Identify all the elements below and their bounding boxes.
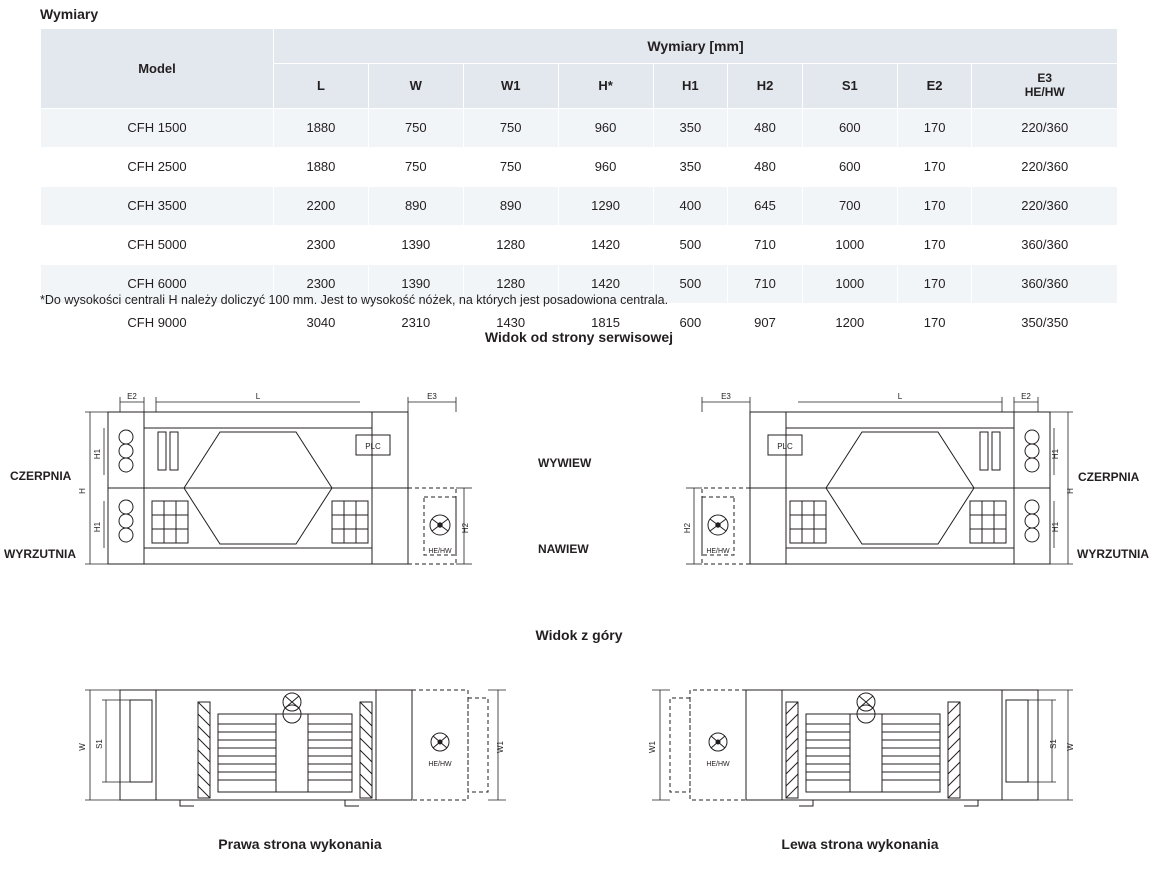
caption-left-execution: Lewa strona wykonania [781, 836, 939, 852]
cell-w: 1390 [368, 264, 463, 303]
cell-w1: 750 [463, 108, 558, 147]
label-czerpnia-right: CZERPNIA [1078, 470, 1140, 484]
cell-e2: 170 [897, 264, 972, 303]
dim-label-w1: W1 [496, 741, 505, 753]
cell-s1: 700 [802, 186, 897, 225]
column-header-e3 [972, 64, 1118, 109]
cell-h: 1420 [558, 225, 653, 264]
cell-e2: 170 [897, 108, 972, 147]
dim-label-e3: E3 [427, 392, 437, 401]
cell-w: 2310 [368, 303, 463, 342]
cell-w1: 1280 [463, 264, 558, 303]
dim-label-l: L [897, 392, 903, 401]
cell-model: CFH 3500 [41, 186, 274, 225]
table-header [41, 29, 1118, 109]
table-footnote: *Do wysokości centrali H należy doliczyć 100 mm. Jest to wysokość nóżek, na których jest posadowiona centrala. [40, 293, 669, 307]
he-hw-label: HE/HW [706, 548, 730, 555]
cell-h: 1815 [558, 303, 653, 342]
dim-label-h: H [78, 488, 87, 494]
cell-h: 960 [558, 147, 653, 186]
cell-e2: 170 [897, 147, 972, 186]
dim-label-s1: S1 [1049, 739, 1058, 749]
cell-model: CFH 6000 [41, 264, 274, 303]
cell-s1: 1000 [802, 264, 897, 303]
cell-s1: 1000 [802, 225, 897, 264]
cell-s1: 1200 [802, 303, 897, 342]
cell-l: 2300 [274, 264, 369, 303]
cell-h1: 500 [653, 225, 728, 264]
column-header-e2: E2 [897, 64, 972, 109]
he-hw-label: HE/HW [428, 761, 452, 768]
dim-label-h1-bottom: H1 [93, 521, 102, 533]
dim-label-e2: E2 [127, 392, 137, 401]
cell-h2: 907 [728, 303, 803, 342]
cell-e2: 170 [897, 186, 972, 225]
column-header-group: Wymiary [mm] [274, 29, 1118, 64]
column-header-h: H* [558, 64, 653, 109]
cell-e3: 360/360 [972, 264, 1118, 303]
cell-h2: 710 [728, 264, 803, 303]
column-header-e3-line2: HE/HW [1024, 84, 1065, 99]
cell-w1: 1280 [463, 225, 558, 264]
top-view-right-drawing [60, 680, 530, 825]
he-hw-label: HE/HW [706, 761, 730, 768]
dim-label-l: L [255, 392, 261, 401]
table-row [41, 186, 1118, 225]
cell-h1: 350 [653, 147, 728, 186]
cell-s1: 600 [802, 147, 897, 186]
cell-w1: 750 [463, 147, 558, 186]
column-header-w: W [368, 64, 463, 109]
dim-label-w1: W1 [648, 741, 657, 753]
cell-w1: 890 [463, 186, 558, 225]
cell-e2: 170 [897, 225, 972, 264]
service-view-title: Widok od strony serwisowej [484, 329, 674, 345]
cell-h: 1420 [558, 264, 653, 303]
column-header-s1: S1 [802, 64, 897, 109]
dim-label-e2: E2 [1021, 392, 1031, 401]
he-hw-label: HE/HW [428, 548, 452, 555]
cell-e3: 220/360 [972, 186, 1118, 225]
cell-e3: 360/360 [972, 225, 1118, 264]
cell-h1: 500 [653, 264, 728, 303]
cell-h2: 480 [728, 108, 803, 147]
cell-model: CFH 1500 [41, 108, 274, 147]
dim-label-s1: S1 [95, 739, 104, 749]
cell-e3: 220/360 [972, 108, 1118, 147]
plc-label: PLC [365, 442, 381, 451]
cell-l: 3040 [274, 303, 369, 342]
service-view-left-drawing [628, 385, 1098, 585]
dim-label-w: W [1066, 743, 1075, 751]
dim-label-h2: H2 [461, 522, 470, 534]
page-title: Wymiary [40, 6, 99, 22]
cell-l: 1880 [274, 147, 369, 186]
service-view-right-drawing [60, 385, 530, 585]
cell-model: CFH 5000 [41, 225, 274, 264]
cell-l: 1880 [274, 108, 369, 147]
dim-label-h2: H2 [683, 522, 692, 534]
column-header-h2: H2 [728, 64, 803, 109]
cell-w: 750 [368, 108, 463, 147]
table-row [41, 147, 1118, 186]
top-view-left-drawing [628, 680, 1098, 825]
dim-label-h: H [1066, 488, 1075, 494]
cell-h1: 600 [653, 303, 728, 342]
label-wyrzutnia-left: WYRZUTNIA [4, 547, 76, 561]
label-czerpnia-left: CZERPNIA [10, 469, 72, 483]
label-wyrzutnia-right: WYRZUTNIA [1077, 547, 1149, 561]
cell-h: 960 [558, 108, 653, 147]
column-header-e3-line1: E3 [1037, 71, 1053, 85]
cell-h1: 350 [653, 108, 728, 147]
cell-w1: 1430 [463, 303, 558, 342]
dim-label-e3: E3 [721, 392, 731, 401]
top-view-title: Widok z góry [535, 627, 623, 643]
table-row [41, 108, 1118, 147]
cell-w: 750 [368, 147, 463, 186]
dim-label-h1-top: H1 [93, 448, 102, 460]
column-header-h1: H1 [653, 64, 728, 109]
cell-model: CFH 2500 [41, 147, 274, 186]
dim-label-h1-top: H1 [1051, 448, 1060, 460]
cell-e3: 220/360 [972, 147, 1118, 186]
cell-e2: 170 [897, 303, 972, 342]
cell-w: 1390 [368, 225, 463, 264]
cell-l: 2200 [274, 186, 369, 225]
column-header-w1: W1 [463, 64, 558, 109]
cell-e3: 350/350 [972, 303, 1118, 342]
plc-label: PLC [777, 442, 793, 451]
column-header-model: Model [41, 29, 274, 109]
cell-w: 890 [368, 186, 463, 225]
cell-h2: 645 [728, 186, 803, 225]
dim-label-w: W [78, 743, 87, 751]
cell-h2: 710 [728, 225, 803, 264]
cell-h: 1290 [558, 186, 653, 225]
column-header-l: L [274, 64, 369, 109]
cell-h2: 480 [728, 147, 803, 186]
cell-model: CFH 9000 [41, 303, 274, 342]
cell-h1: 400 [653, 186, 728, 225]
cell-s1: 600 [802, 108, 897, 147]
caption-right-execution: Prawa strona wykonania [218, 836, 382, 852]
label-nawiew: NAWIEW [538, 542, 589, 556]
table-row [41, 225, 1118, 264]
cell-l: 2300 [274, 225, 369, 264]
dim-label-h1-bottom: H1 [1051, 521, 1060, 533]
label-wywiew: WYWIEW [538, 456, 592, 470]
